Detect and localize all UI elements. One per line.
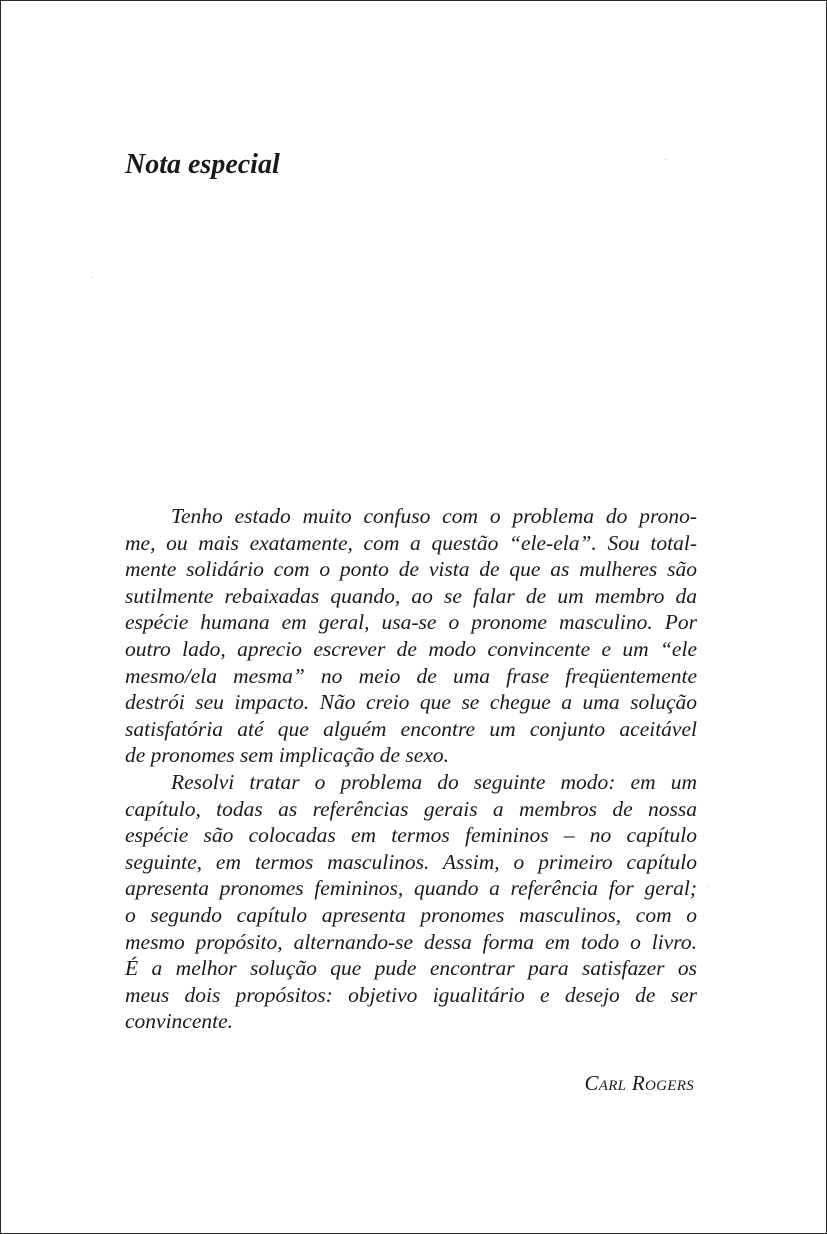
text-line: mesmo propósito, alternando-se dessa forma em todo o livro. xyxy=(125,929,697,954)
text-line: convincente. xyxy=(125,1009,234,1034)
text-line: espécie são colocadas em termos femininos – no capítulo xyxy=(125,823,697,848)
text-line: me, ou mais exatamente, com a questão “ele-ela”. Sou total- xyxy=(125,530,697,555)
text-line: apresenta pronomes femininos, quando a referência for geral; xyxy=(125,876,697,901)
text-line: sutilmente rebaixadas quando, ao se falar de um membro da xyxy=(125,583,697,608)
text-line: destrói seu impacto. Não creio que se chegue a uma solução xyxy=(125,690,697,715)
text-line: meus dois propósitos: objetivo igualitário e desejo de ser xyxy=(125,982,697,1007)
scan-speck xyxy=(91,277,92,278)
body-text xyxy=(125,503,697,1035)
text-line: Resolvi tratar o problema do seguinte modo: em um xyxy=(171,769,697,794)
scan-speck xyxy=(665,159,666,160)
text-line: seguinte, em termos masculinos. Assim, o primeiro capítulo xyxy=(125,849,697,874)
text-line: o segundo capítulo apresenta pronomes masculinos, com o xyxy=(125,902,697,927)
text-line: É a melhor solução que pude encontrar para satisfazer os xyxy=(125,956,697,981)
scan-speck xyxy=(707,886,708,887)
text-line: satisfatória até que alguém encontre um conjunto aceitável xyxy=(125,716,697,741)
text-line: mesmo/ela mesma” no meio de uma frase freqüentemente xyxy=(125,663,697,688)
text-line: outro lado, aprecio escrever de modo convincente e um “ele xyxy=(125,636,697,661)
text-line: capítulo, todas as referências gerais a membros de nossa xyxy=(125,796,697,821)
paragraph-2 xyxy=(125,769,697,1035)
author-signature: Carl Rogers xyxy=(584,1071,694,1095)
text-line: mente solidário com o ponto de vista de que as mulheres são xyxy=(125,557,697,582)
text-line: Tenho estado muito confuso com o problema do prono- xyxy=(171,504,697,528)
text-line: espécie humana em geral, usa-se o pronome masculino. Por xyxy=(125,610,697,635)
page-title: Nota especial xyxy=(125,149,280,180)
paragraph-1 xyxy=(125,503,697,769)
text-line: de pronomes sem implicação de sexo. xyxy=(125,743,450,768)
